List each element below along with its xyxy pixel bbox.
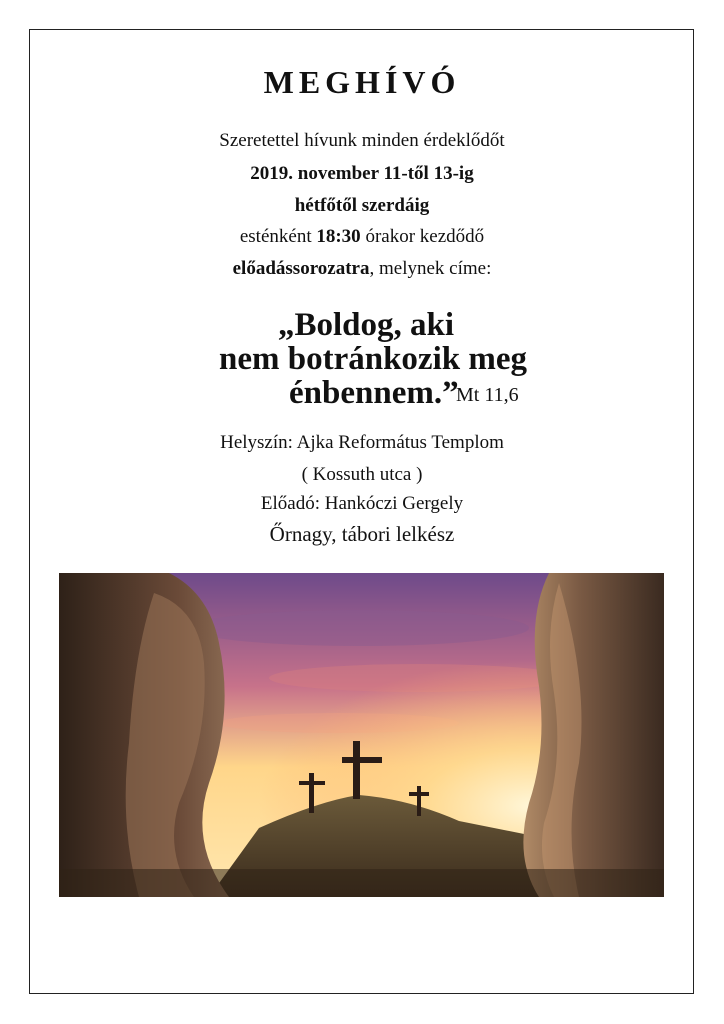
quote-line-1: „Boldog, aki [278,307,455,343]
series-rest: , melynek címe: [369,258,492,279]
cross-center-beam [342,757,382,763]
venue: Helyszín: Ajka Református Templom [220,432,504,453]
speaker: Előadó: Hankóczi Gergely [260,493,464,514]
page-title: MEGHÍVÓ [263,64,461,100]
speaker-title: Őrnagy, tábori lelkész [269,522,455,546]
cross-left-beam [299,781,325,785]
time-suffix: órakor kezdődő [360,226,485,247]
crosses-tomb-image [59,573,664,897]
time-prefix: esténként [239,226,317,247]
bible-reference: Mt 11,6 [456,384,519,406]
series-label: előadássorozatra [232,258,370,279]
event-time-line [0,226,724,248]
cross-right [417,786,421,816]
series-line [0,258,724,280]
cross-left [309,773,314,813]
event-time: 18:30 [316,226,361,247]
foreground-ground [59,869,664,897]
cross-center [353,741,360,799]
venue-street: ( Kossuth utca ) [301,464,423,485]
quote-line-2: nem botránkozik meg [219,341,527,377]
event-dates: 2019. november 11-től 13-ig [250,163,474,184]
invitation-line: Szeretettel hívunk minden érdeklődőt [219,130,505,151]
event-days: hétfőtől szerdáig [294,195,430,216]
quote-line-3: énbennem.” [289,375,459,411]
cross-right-beam [409,792,429,796]
